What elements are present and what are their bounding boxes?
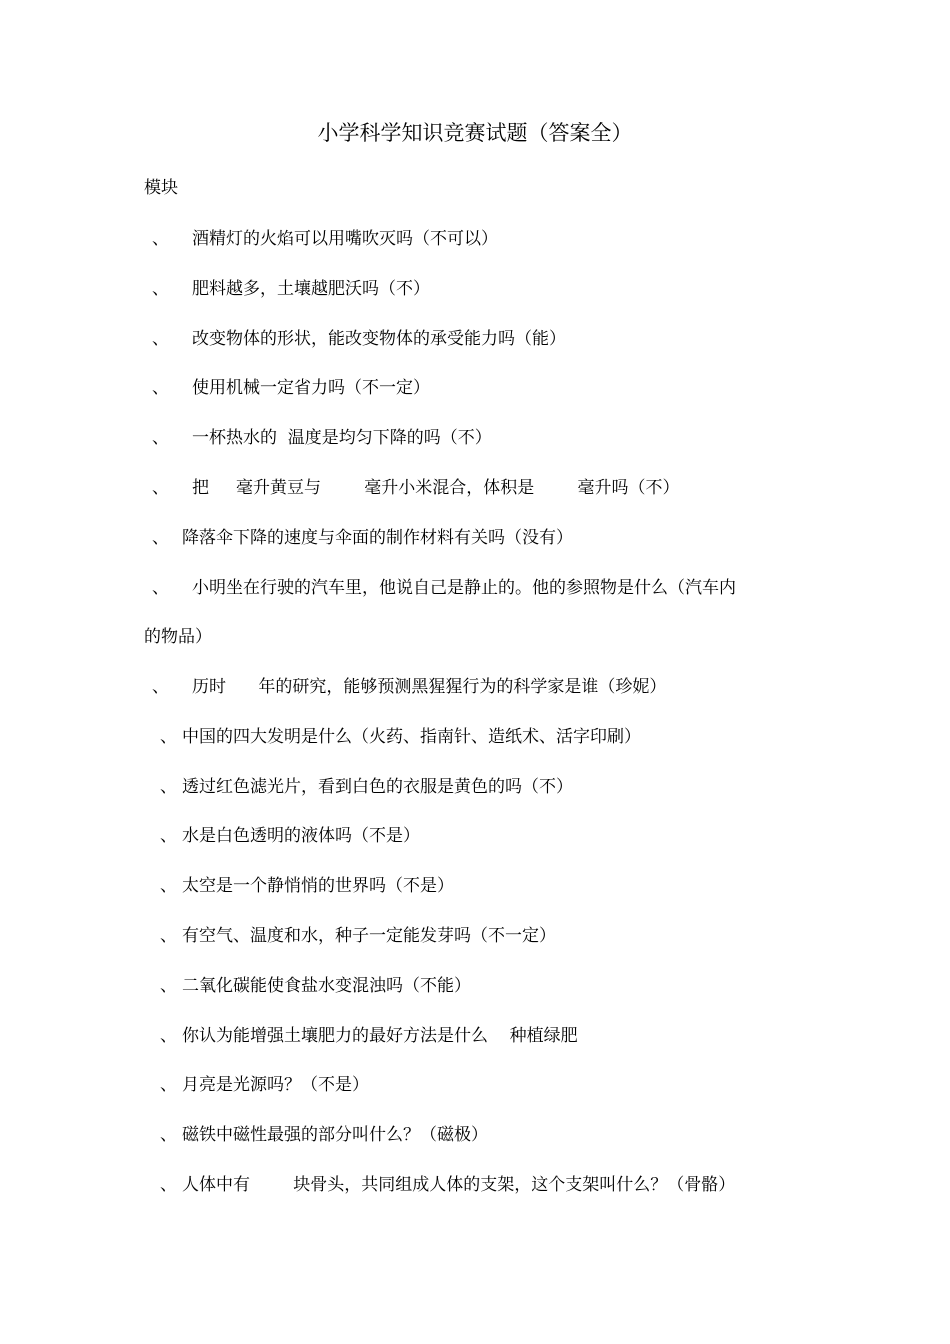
question-marker: 、 [152, 428, 169, 448]
question-marker: 、 [152, 279, 169, 299]
question-marker: 、 [160, 826, 177, 846]
question-marker: 、 [152, 378, 169, 398]
question-text: 月亮是光源吗？（不是） [182, 1075, 369, 1095]
question-text: 有空气、温度和水，种子一定能发芽吗（不一定） [182, 926, 556, 946]
document-title: 小学科学知识竞赛试题（答案全） [317, 121, 633, 145]
question-text: 人体中有 块骨头，共同组成人体的支架，这个支架叫什么？（骨骼） [182, 1175, 736, 1195]
module-heading: 模块 [144, 178, 178, 198]
question-text: 二氧化碳能使食盐水变混浊吗（不能） [182, 976, 471, 996]
question-marker: 、 [160, 1075, 177, 1095]
question-text: 太空是一个静悄悄的世界吗（不是） [182, 876, 454, 896]
question-text: 透过红色滤光片，看到白色的衣服是黄色的吗（不） [182, 777, 573, 797]
question-text: 中国的四大发明是什么（火药、指南针、造纸术、活字印刷） [182, 727, 641, 747]
question-marker: 、 [152, 528, 169, 548]
question-marker: 、 [160, 876, 177, 896]
question-marker: 、 [160, 1125, 177, 1145]
question-text: 改变物体的形状，能改变物体的承受能力吗（能） [192, 329, 566, 349]
question-text: 磁铁中磁性最强的部分叫什么？（磁极） [182, 1125, 488, 1145]
question-text: 把 毫升黄豆与 毫升小米混合，体积是 毫升吗（不） [192, 478, 680, 498]
question-marker: 、 [152, 677, 169, 697]
question-marker: 、 [152, 578, 169, 598]
question-text: 你认为能增强土壤肥力的最好方法是什么 种植绿肥 [182, 1026, 578, 1046]
question-text: 水是白色透明的液体吗（不是） [182, 826, 420, 846]
question-marker: 、 [160, 1026, 177, 1046]
question-marker: 、 [160, 1175, 177, 1195]
question-marker: 、 [152, 478, 169, 498]
question-marker: 、 [160, 976, 177, 996]
question-text: 酒精灯的火焰可以用嘴吹灭吗（不可以） [192, 229, 498, 249]
question-text: 肥料越多，土壤越肥沃吗（不） [192, 279, 430, 299]
question-text: 使用机械一定省力吗（不一定） [192, 378, 430, 398]
question-text: 小明坐在行驶的汽车里，他说自己是静止的。他的参照物是什么（汽车内 [192, 578, 736, 598]
question-marker: 、 [160, 926, 177, 946]
question-text: 一杯热水的 温度是均匀下降的吗（不） [192, 428, 492, 448]
question-text-continued: 的物品） [144, 627, 212, 647]
question-marker: 、 [152, 329, 169, 349]
question-marker: 、 [152, 229, 169, 249]
question-marker: 、 [160, 727, 177, 747]
question-marker: 、 [160, 777, 177, 797]
question-text: 历时 年的研究，能够预测黑猩猩行为的科学家是谁（珍妮） [192, 677, 667, 697]
question-text: 降落伞下降的速度与伞面的制作材料有关吗（没有） [182, 528, 573, 548]
